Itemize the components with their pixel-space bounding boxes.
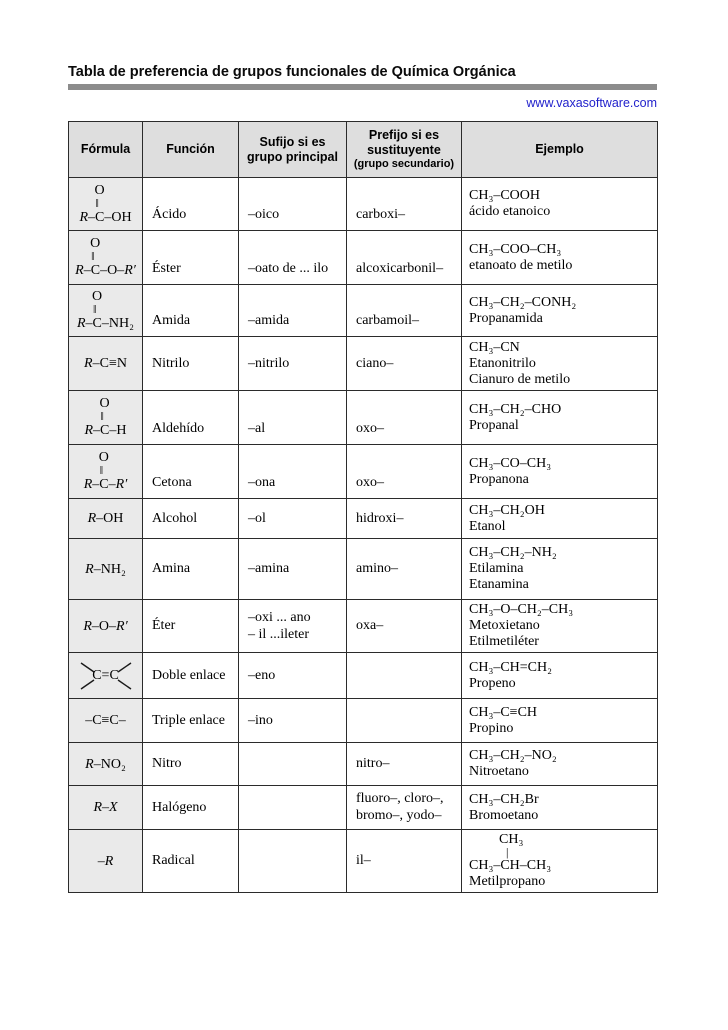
prefijo-cell: nitro– — [347, 743, 462, 786]
carbonyl-formula: O ‖ R–C–O–R′ — [75, 236, 136, 278]
ejemplo-cell — [462, 231, 658, 285]
ejemplo-line: Propanal — [469, 417, 519, 433]
ejemplo-cell — [462, 499, 658, 539]
funcion-cell: Triple enlace — [143, 699, 239, 743]
ejemplo-cell — [462, 743, 658, 786]
ejemplo-cell — [462, 445, 658, 499]
carbonyl-formula: O ‖ R–C–H — [84, 396, 127, 438]
formula-cell: –C≡C– — [69, 699, 143, 743]
ejemplo-cell — [462, 285, 658, 337]
table-row-alcohol — [69, 499, 658, 539]
formula-cell: R–O–R′ — [69, 600, 143, 653]
table-row-ester — [69, 231, 658, 285]
carbonyl-formula: O ‖ R–C–NH₂ — [76, 289, 134, 331]
prefijo-cell: alcoxicarbonil– — [347, 231, 462, 285]
header-prefijo — [347, 122, 462, 178]
sufijo-cell: –al — [239, 391, 347, 445]
prefijo-cell: amino– — [347, 539, 462, 600]
page-title: Tabla de preferencia de grupos funcionales de Química Orgánica — [68, 64, 516, 80]
table-row-nitro — [69, 743, 658, 786]
prefijo-cell — [347, 699, 462, 743]
sufijo-cell — [239, 743, 347, 786]
formula-cell: R–NO₂ — [69, 743, 143, 786]
funcion-cell: Cetona — [143, 445, 239, 499]
prefijo-cell: hidroxi– — [347, 499, 462, 539]
branch-bond-icon: | — [506, 845, 509, 859]
prefijo-cell: carboxi– — [347, 178, 462, 231]
header-funcion: Función — [143, 122, 239, 178]
sufijo-cell: –ino — [239, 699, 347, 743]
ejemplo-line: CH₃–CH–CH₃ — [469, 858, 552, 873]
funcion-cell: Amida — [143, 285, 239, 337]
ejemplo-line: CH₃–CH₂–CONH₂ — [469, 294, 577, 310]
formula-cell — [69, 285, 143, 337]
header-sufijo-line2: grupo principal — [247, 149, 338, 164]
table-row-nitrilo — [69, 337, 658, 391]
formula-cell: R–NH₂ — [69, 539, 143, 600]
funcion-cell: Aldehído — [143, 391, 239, 445]
document-page — [68, 63, 657, 893]
prefijo-cell: fluoro–, cloro–, bromo–, yodo– — [347, 786, 462, 830]
table-row-doble-enlace — [69, 653, 658, 699]
sufijo-cell: –oato de ... ilo — [239, 231, 347, 285]
title-rule — [68, 84, 657, 90]
ejemplo-cell — [462, 391, 658, 445]
funcion-cell: Alcohol — [143, 499, 239, 539]
ejemplo-line: CH₃–O–CH₂–CH₃ — [469, 602, 574, 617]
funcion-cell: Halógeno — [143, 786, 239, 830]
formula-cell: –R — [69, 830, 143, 893]
table-row-aldehido — [69, 391, 658, 445]
funcion-cell: Radical — [143, 830, 239, 893]
ejemplo-line: Propeno — [469, 675, 516, 691]
double-bond-icon: ‖ — [99, 463, 104, 477]
branch-methyl: CH₃ — [499, 832, 524, 847]
ejemplo-line: ácido etanoico — [469, 204, 551, 219]
header-prefijo-line1: Prefijo si es — [368, 128, 440, 142]
table-row-cetona — [69, 445, 658, 499]
ejemplo-line: Bromoetano — [469, 807, 539, 823]
ejemplo-line: etanoato de metilo — [469, 257, 573, 273]
funcion-cell: Doble enlace — [143, 653, 239, 699]
ejemplo-line: CH₃–CH=CH₂ — [469, 659, 553, 675]
table-row-amida — [69, 285, 658, 337]
formula-cell — [69, 178, 143, 231]
website-link[interactable]: www.vaxasoftware.com — [526, 96, 657, 110]
sufijo-cell: –oxi ... ano – il ...ileter — [239, 600, 347, 653]
website-row — [68, 94, 657, 109]
table-row-amina — [69, 539, 658, 600]
funcion-cell: Éter — [143, 600, 239, 653]
prefijo-cell — [347, 653, 462, 699]
formula-cell — [69, 391, 143, 445]
double-bond-icon: ‖ — [91, 249, 95, 263]
table-row-acido — [69, 178, 658, 231]
ejemplo-line: Propanamida — [469, 310, 543, 326]
header-sufijo — [239, 122, 347, 178]
formula-cell — [69, 445, 143, 499]
ejemplo-cell — [462, 337, 658, 391]
table-row-halogeno — [69, 786, 658, 830]
sufijo-cell: –amina — [239, 539, 347, 600]
formula-cell: R–C≡N — [69, 337, 143, 391]
funcion-cell: Amina — [143, 539, 239, 600]
formula-cell — [69, 653, 143, 699]
ejemplo-cell — [462, 653, 658, 699]
ejemplo-line: Etanol — [469, 518, 506, 534]
functional-groups-table — [68, 121, 658, 893]
double-bond-icon: ‖ — [92, 302, 97, 316]
header-formula: Fórmula — [69, 122, 143, 178]
header-sufijo-line1: Sufijo si es — [259, 134, 326, 149]
table-header-row — [69, 122, 658, 178]
ejemplo-line: CH₃–CH₂–NO₂ — [469, 748, 557, 763]
ejemplo-cell — [462, 178, 658, 231]
ejemplo-line: CH₃–CH₂Br — [469, 791, 539, 807]
sufijo-cell: –amida — [239, 285, 347, 337]
sufijo-cell: –nitrilo — [239, 337, 347, 391]
carbonyl-formula: O ‖ R–C–R′ — [83, 450, 128, 492]
header-ejemplo: Ejemplo — [462, 122, 658, 178]
prefijo-cell: ciano– — [347, 337, 462, 391]
ejemplo-line: CH₃–CN — [469, 339, 520, 355]
sufijo-cell: –eno — [239, 653, 347, 699]
header-prefijo-line3: (grupo secundario) — [353, 158, 455, 170]
funcion-cell: Nitro — [143, 743, 239, 786]
ejemplo-cell — [462, 830, 658, 893]
ejemplo-line: Etilmetiléter — [469, 634, 539, 649]
prefijo-cell: il– — [347, 830, 462, 893]
funcion-cell: Ácido — [143, 178, 239, 231]
prefijo-cell: oxo– — [347, 445, 462, 499]
ejemplo-cell — [462, 699, 658, 743]
sufijo-cell — [239, 830, 347, 893]
double-bond-icon: ‖ — [100, 409, 104, 423]
ejemplo-line: Etanamina — [469, 577, 529, 592]
ejemplo-line: Cianuro de metilo — [469, 371, 571, 387]
table-row-triple-enlace — [69, 699, 658, 743]
ejemplo-line: Metoxietano — [469, 618, 540, 633]
funcion-cell: Nitrilo — [143, 337, 239, 391]
ejemplo-line: Nitroetano — [469, 764, 529, 779]
sufijo-cell: –ona — [239, 445, 347, 499]
formula-cell: R–X — [69, 786, 143, 830]
formula-cell — [69, 231, 143, 285]
ejemplo-cell — [462, 786, 658, 830]
header-prefijo-line2: sustituyente — [367, 143, 441, 157]
ejemplo-line: Etilamina — [469, 561, 524, 576]
ejemplo-line: CH₃–CH₂–CHO — [469, 401, 562, 417]
ejemplo-line: CH₃–C≡CH — [469, 704, 538, 720]
sufijo-cell: –ol — [239, 499, 347, 539]
double-bond-formula: C=C — [78, 661, 134, 691]
prefijo-cell: carbamoil– — [347, 285, 462, 337]
sufijo-cell: –oico — [239, 178, 347, 231]
ejemplo-line: CH₃–COOH — [469, 188, 540, 203]
prefijo-cell: oxo– — [347, 391, 462, 445]
table-row-radical — [69, 830, 658, 893]
ejemplo-cell — [462, 600, 658, 653]
ejemplo-line: Propanona — [469, 471, 529, 487]
ejemplo-line: CH₃–COO–CH₃ — [469, 241, 562, 257]
prefijo-cell: oxa– — [347, 600, 462, 653]
carbonyl-formula: O ‖ R–C–OH — [79, 182, 132, 225]
ejemplo-line: Propino — [469, 720, 514, 736]
ejemplo-line: CH₃–CO–CH₃ — [469, 455, 552, 471]
sufijo-cell — [239, 786, 347, 830]
ejemplo-cell — [462, 539, 658, 600]
double-bond-icon: ‖ — [95, 195, 99, 210]
table-row-eter — [69, 600, 658, 653]
ejemplo-line: CH₃–CH₂OH — [469, 502, 545, 518]
ejemplo-line: CH₃–CH₂–NH₂ — [469, 545, 557, 560]
funcion-cell: Éster — [143, 231, 239, 285]
ejemplo-line: Etanonitrilo — [469, 355, 536, 371]
ejemplo-line: Metilpropano — [469, 874, 546, 889]
formula-cell: R–OH — [69, 499, 143, 539]
